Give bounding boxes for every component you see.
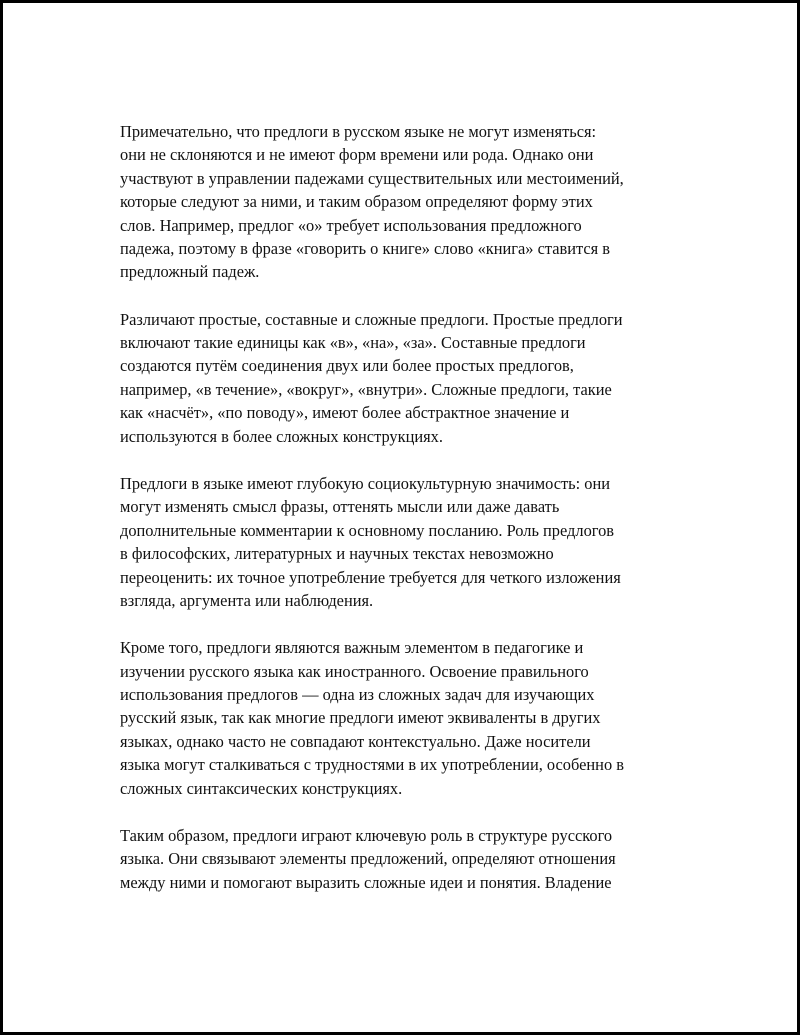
text-line: использования предлогов — одна из сложных задач для изучающих bbox=[120, 684, 595, 704]
text-line: переоценить: их точное употребление требуется для четкого изложения bbox=[120, 567, 621, 587]
text-line: языках, однако часто не совпадают контекстуально. Даже носители bbox=[120, 731, 591, 751]
text-line: создаются путём соединения двух или более простых предлогов, bbox=[120, 356, 574, 376]
text-line: Кроме того, предлоги являются важным элементом в педагогике и bbox=[120, 638, 584, 658]
text-line: сложных синтаксических конструкциях. bbox=[120, 778, 403, 798]
text-line: Примечательно, что предлоги в русском языке не могут изменяться: bbox=[120, 122, 597, 141]
text-line: дополнительные комментарии к основному посланию. Роль предлогов bbox=[120, 520, 615, 540]
text-line: языка. Они связывают элементы предложений, определяют отношения bbox=[120, 849, 616, 869]
text-line: русский язык, так как многие предлоги имеют эквиваленты в других bbox=[120, 708, 601, 728]
text-line: падежа, поэтому в фразе «говорить о книге» слово «книга» ставится в bbox=[120, 239, 611, 259]
text-line: Различают простые, составные и сложные предлоги. Простые предлоги bbox=[120, 309, 623, 329]
text-line: Таким образом, предлоги играют ключевую роль в структуре русского bbox=[120, 825, 613, 845]
paragraph-3 bbox=[120, 472, 680, 612]
text-line: взгляда, аргумента или наблюдения. bbox=[120, 590, 374, 610]
text-line: например, «в течение», «вокруг», «внутри». Сложные предлоги, такие bbox=[120, 379, 612, 399]
text-line: изучении русского языка как иностранного. Освоение правильного bbox=[120, 661, 589, 681]
text-line: могут изменять смысл фразы, оттенять мысли или даже давать bbox=[120, 497, 560, 517]
text-line: языка могут сталкиваться с трудностями в их употреблении, особенно в bbox=[120, 755, 624, 775]
paragraph-2 bbox=[120, 308, 680, 448]
text-line: как «насчёт», «по поводу», имеют более абстрактное значение и bbox=[120, 403, 570, 423]
text-line: включают такие единицы как «в», «на», «за». Составные предлоги bbox=[120, 333, 586, 353]
text-line: используются в более сложных конструкциях. bbox=[120, 426, 443, 446]
text-line: участвуют в управлении падежами существительных или местоимений, bbox=[120, 168, 624, 188]
text-line: которые следуют за ними, и таким образом определяют форму этих bbox=[120, 192, 593, 212]
text-line: в философских, литературных и научных текстах невозможно bbox=[120, 544, 554, 564]
document-body bbox=[120, 120, 680, 918]
paragraph-5 bbox=[120, 824, 680, 894]
text-line: слов. Например, предлог «о» требует использования предложного bbox=[120, 215, 582, 235]
text-line: между ними и помогают выразить сложные идеи и понятия. Владение bbox=[120, 872, 612, 892]
text-line: предложный падеж. bbox=[120, 262, 260, 282]
paragraph-4 bbox=[120, 636, 680, 800]
paragraph-1 bbox=[120, 120, 680, 284]
text-line: они не склоняются и не имеют форм времени или рода. Однако они bbox=[120, 145, 594, 165]
text-line: Предлоги в языке имеют глубокую социокультурную значимость: они bbox=[120, 473, 610, 493]
